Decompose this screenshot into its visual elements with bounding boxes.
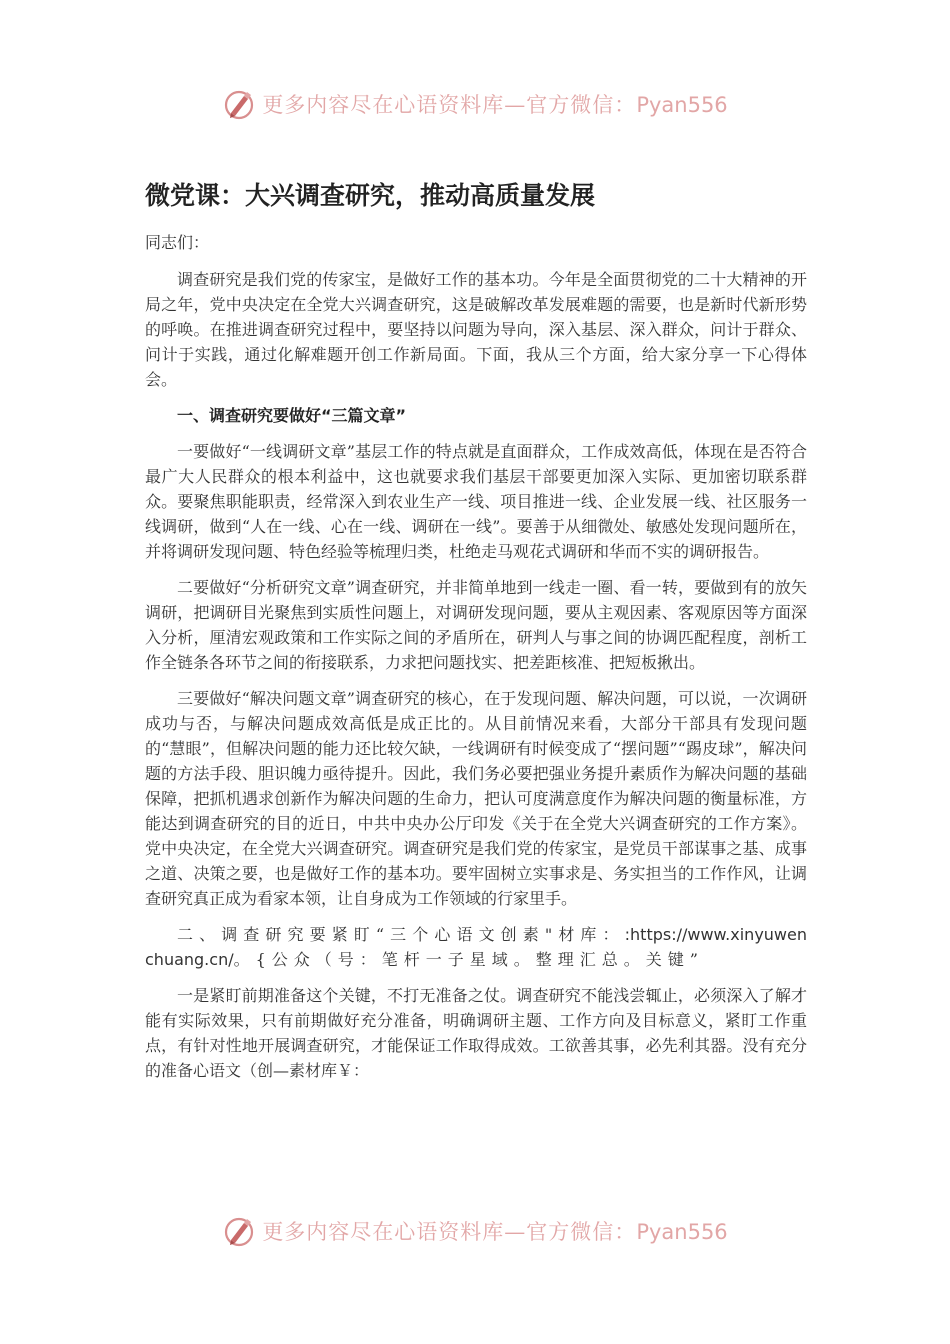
- pen-logo-icon: [222, 87, 256, 121]
- section-1-heading: 一、调查研究要做好“三篇文章”: [177, 406, 407, 425]
- watermark-wechat-id: Pyan556: [636, 1220, 728, 1244]
- paragraph-analysis-research: 二要做好“分析研究文章”调查研究，并非简单地到一线走一圈、看一转，要做到有的放矢调研，把调研目光聚焦到实质性问题上，对调研发现问题，要从主观因素、客观原因等方面深入分析，厘清宏观政策和工作实际之间的矛盾所在，研判人与事之间的协调匹配程度，剖析工作全链条各环节之间的衔接联系，力求把问题找实、把差距核准、把短板揪出。: [145, 578, 807, 672]
- footer-watermark: [0, 1209, 950, 1253]
- section-2-url: :https://www.xinyuwenchuang.cn/: [145, 925, 807, 969]
- paragraph-problem-solving: 三要做好“解决问题文章”调查研究的核心，在于发现问题、解决问题，可以说，一次调研成功与否，与解决问题成效高低是成正比的。从目前情况来看，大部分干部具有发现问题的“慧眼”，但解决问题的能力还比较欠缺，一线调研有时候变成了“摆问题”“踢皮球”，解决问题的方法手段、胆识魄力亟待提升。因此，我们务必要把强业务提升素质作为解决问题的基础保障，把抓机遇求创新作为解决问题的生命力，把认可度满意度作为解决问题的衡量标准，方能达到调查研究的目的近日，中共中央办公厅印发《关于在全党大兴调查研究的工作方案》。党中央决定，在全党大兴调查研究。调查研究是我们党的传家宝，是党员干部谋事之基、成事之道、决策之要，也是做好工作的基本功。要牢固树立实事求是、务实担当的工作作风，让调查研究真正成为看家本领，让自身成为工作领域的行家里手。: [145, 689, 807, 908]
- watermark-wechat-id: Pyan556: [636, 93, 728, 117]
- section-2-suffix: 。{公众（号：笔杆一子星域。整理汇总。关键”: [233, 950, 704, 969]
- paragraph-preparation: 一是紧盯前期准备这个关键，不打无准备之仗。调查研究不能浅尝辄止，必须深入了解才能有实际效果，只有前期做好充分准备，明确调研主题、工作方向及目标意义，紧盯工作重点，有针对性地开展调查研究，才能保证工作取得成效。工欲善其事，必先利其器。没有充分的准备心语文（创—素材库￥：: [145, 986, 807, 1080]
- salutation: 同志们：: [145, 233, 210, 252]
- intro-paragraph: 调查研究是我们党的传家宝，是做好工作的基本功。今年是全面贯彻党的二十大精神的开局之年，党中央决定在全党大兴调查研究，这是破解改革发展难题的需要，也是新时代新形势的呼唤。在推进调查研究过程中，要坚持以问题为导向，深入基层、深入群众，问计于群众、问计于实践，通过化解难题开创工作新局面。下面，我从三个方面，给大家分享一下心得体会。: [145, 270, 807, 389]
- section-2-prefix: 二、调查研究要紧盯“三个心语文创素"材库：: [177, 925, 625, 944]
- document-body: [145, 178, 807, 1094]
- watermark-text: 更多内容尽在心语资料库—官方微信：Pyan556: [262, 93, 728, 117]
- header-watermark: [0, 82, 950, 126]
- section-2-heading: [145, 922, 807, 972]
- paragraph-frontline-research: 一要做好“一线调研文章”基层工作的特点就是直面群众，工作成效高低，体现在是否符合最广大人民群众的根本利益中，这也就要求我们基层干部要更加深入实际、更加密切联系群众。要聚焦职能职责，经常深入到农业生产一线、项目推进一线、企业发展一线、社区服务一线调研，做到“人在一线、心在一线、调研在一线”。要善于从细微处、敏感处发现问题所在，并将调研发现问题、特色经验等梳理归类，杜绝走马观花式调研和华而不实的调研报告。: [145, 442, 807, 561]
- document-title: 微党课：大兴调查研究，推动高质量发展: [145, 181, 596, 210]
- pen-logo-icon: [222, 1214, 256, 1248]
- watermark-text: 更多内容尽在心语资料库—官方微信：Pyan556: [262, 1220, 728, 1244]
